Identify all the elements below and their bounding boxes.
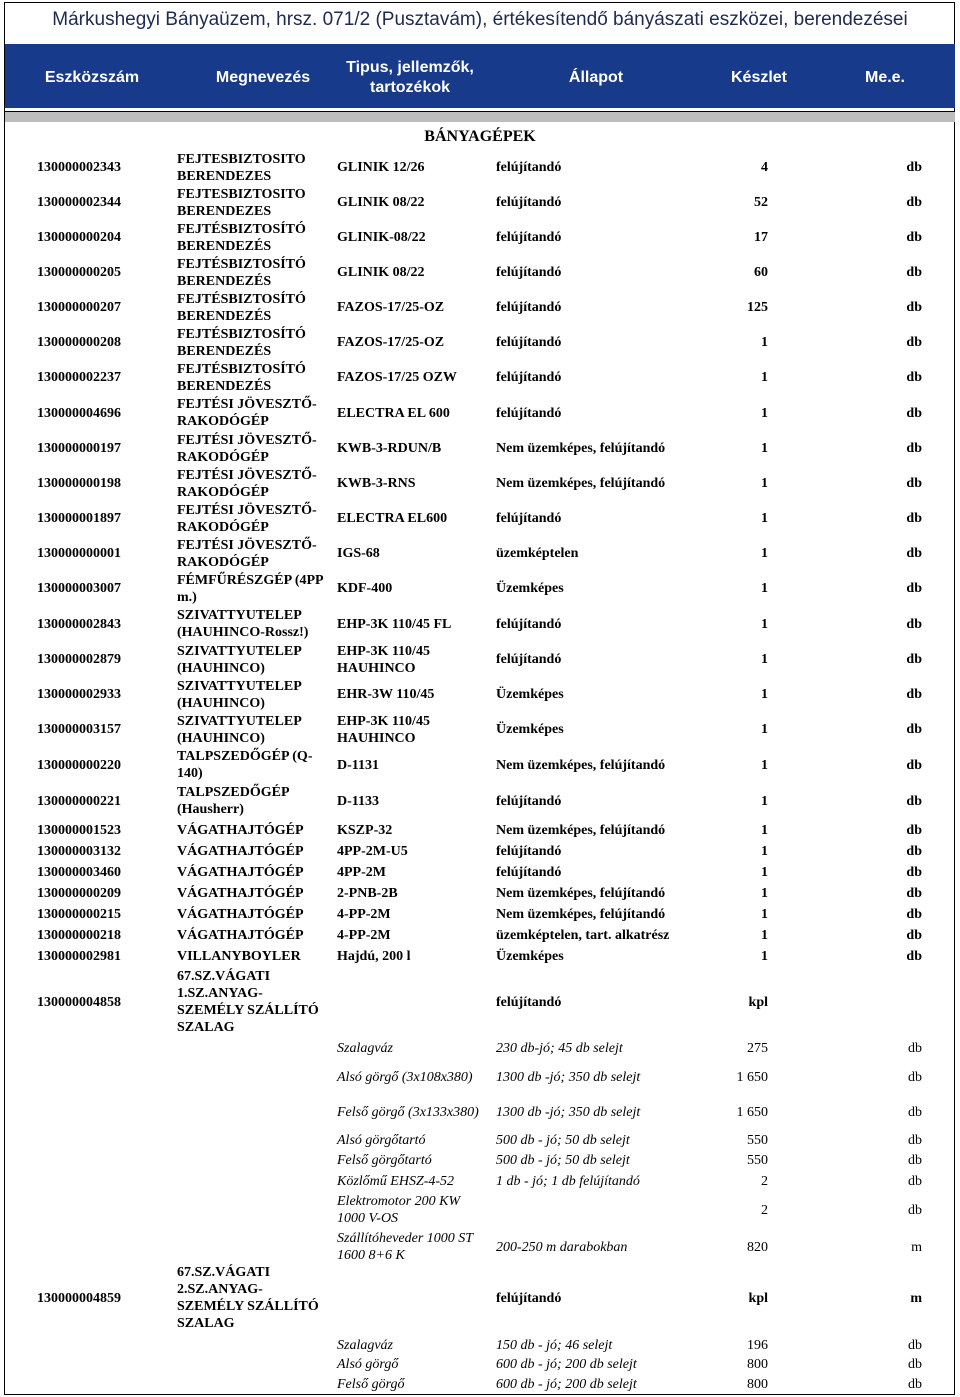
cell-type: ELECTRA EL 600	[337, 405, 450, 421]
cell-type: EHP-3K 110/45 HAUHINCO	[337, 713, 430, 746]
cell-type: Felső görgőtartó	[337, 1153, 432, 1168]
cell-unit: db	[906, 581, 922, 596]
cell-name: VÁGATHAJTÓGÉP	[177, 823, 304, 838]
cell-qty: 275	[747, 1040, 768, 1056]
cell-state: üzemképtelen, tart. alkatrész	[496, 928, 670, 943]
cell-name	[177, 1171, 337, 1191]
table-row	[0, 783, 960, 819]
cell-type: 4PP-2M	[337, 865, 386, 880]
cell-qty: 1	[761, 405, 768, 421]
cell-name: VÁGATHAJTÓGÉP	[177, 907, 304, 922]
cell-qty: 1	[761, 652, 768, 667]
table-row	[0, 1095, 960, 1130]
cell-qty: 1	[761, 722, 768, 737]
cell-type: 2-PNB-2B	[337, 886, 398, 901]
cell-qty: 1	[761, 928, 768, 943]
table-row	[0, 712, 960, 747]
cell-code: 130000003460	[37, 865, 121, 880]
cell-code: 130000002343	[37, 160, 121, 175]
cell-name: FEJTESBIZTOSITO BERENDEZES	[177, 186, 306, 219]
table-row	[0, 820, 960, 841]
cell-type	[337, 967, 493, 1037]
cell-unit: db	[908, 1040, 922, 1056]
cell-qty: 1	[761, 865, 768, 880]
cell-unit: db	[906, 441, 922, 456]
cell-qty: 800	[747, 1376, 768, 1392]
cell-unit	[862, 967, 922, 1037]
cell-qty: 820	[747, 1239, 768, 1255]
table-row	[0, 536, 960, 571]
table-row	[0, 1374, 960, 1394]
cell-type: Alsó görgő	[337, 1356, 399, 1372]
table-row	[0, 925, 960, 946]
cell-qty: 800	[747, 1356, 768, 1372]
cell-unit: db	[906, 370, 922, 385]
cell-code	[37, 1150, 162, 1171]
cell-code: 130000000221	[37, 793, 121, 809]
cell-type: GLINIK 12/26	[337, 160, 425, 175]
cell-unit: db	[908, 1173, 922, 1189]
cell-type: ELECTRA EL600	[337, 511, 448, 526]
cell-state: felújítandó	[496, 265, 562, 280]
cell-name: VÁGATHAJTÓGÉP	[177, 865, 304, 880]
table-row	[0, 431, 960, 466]
cell-name	[177, 1150, 337, 1171]
cell-unit: db	[906, 757, 922, 773]
cell-unit: db	[908, 1070, 922, 1085]
cell-code: 130000000218	[37, 928, 121, 943]
cell-unit: db	[906, 195, 922, 210]
cell-code: 130000000209	[37, 886, 121, 901]
cell-name: FEJTÉSBIZTOSÍTÓ BERENDEZÉS	[177, 256, 306, 289]
cell-state: Nem üzemképes, felújítandó	[496, 476, 666, 491]
table-row	[0, 1130, 960, 1150]
cell-code: 130000000198	[37, 476, 121, 491]
cell-qty: 550	[747, 1153, 768, 1168]
cell-code: 130000000205	[37, 265, 121, 280]
cell-qty: 2	[761, 1202, 768, 1218]
cell-unit: db	[906, 928, 922, 943]
table-row	[0, 747, 960, 783]
table-row	[0, 1037, 960, 1059]
cell-type: EHR-3W 110/45	[337, 687, 435, 702]
cell-type: IGS-68	[337, 546, 380, 561]
cell-qty: kpl	[748, 994, 768, 1010]
cell-unit: db	[906, 823, 922, 838]
table-row	[0, 1262, 960, 1334]
table-row	[0, 150, 960, 185]
cell-unit: db	[906, 844, 922, 859]
cell-qty: 1	[761, 907, 768, 922]
cell-qty: 60	[754, 265, 768, 280]
cell-unit: db	[906, 511, 922, 526]
cell-unit: db	[906, 265, 922, 280]
cell-state: felújítandó	[496, 405, 562, 421]
cell-type: Felső görgő (3x133x380)	[337, 1105, 479, 1120]
cell-name: 67.SZ.VÁGATI 1.SZ.ANYAG- SZEMÉLY SZÁLLÍTÓ SZALAG	[177, 969, 319, 1035]
cell-qty: 550	[747, 1132, 768, 1148]
cell-state: felújítandó	[496, 335, 562, 350]
cell-unit: db	[908, 1153, 922, 1168]
cell-state: 1300 db -jó; 350 db selejt	[496, 1105, 641, 1120]
cell-unit: db	[908, 1356, 922, 1372]
table-row	[0, 642, 960, 677]
cell-type	[337, 1262, 493, 1334]
cell-name	[177, 1353, 337, 1375]
cell-qty: 2	[761, 1173, 768, 1189]
cell-name: TALPSZEDŐGÉP (Hausherr)	[177, 785, 290, 817]
section-title: BÁNYAGÉPEK	[424, 128, 536, 145]
cell-code: 130000002237	[37, 370, 121, 385]
table-row	[0, 1229, 960, 1265]
cell-code: 130000000220	[37, 757, 121, 773]
header-state: Állapot	[568, 69, 624, 86]
cell-unit: db	[906, 405, 922, 421]
cell-type: Elektromotor 200 KW 1000 V-OS	[337, 1194, 461, 1226]
cell-state: 230 db-jó; 45 db selejt	[496, 1040, 623, 1056]
cell-name: VÁGATHAJTÓGÉP	[177, 928, 304, 943]
cell-code	[37, 1374, 162, 1394]
cell-unit: db	[906, 652, 922, 667]
cell-code: 130000003157	[37, 722, 121, 737]
cell-type: EHP-3K 110/45 FL	[337, 616, 452, 632]
table-row	[0, 1150, 960, 1171]
table-row	[0, 255, 960, 290]
cell-name	[177, 1095, 337, 1130]
cell-state: Üzemképes	[496, 687, 564, 702]
cell-type: KSZP-32	[337, 823, 393, 838]
cell-code	[37, 1353, 162, 1375]
cell-state: felújítandó	[496, 230, 562, 245]
table-row	[0, 1353, 960, 1375]
cell-type: Szállítóheveder 1000 ST 1600 8+6 K	[337, 1231, 474, 1263]
cell-type: 4PP-2M-U5	[337, 844, 408, 859]
cell-state: Nem üzemképes, felújítandó	[496, 886, 666, 901]
cell-name	[177, 1037, 337, 1059]
cell-code	[37, 1191, 162, 1229]
cell-type: EHP-3K 110/45 HAUHINCO	[337, 643, 430, 676]
table-row	[0, 395, 960, 431]
table-row	[0, 677, 960, 712]
cell-name: VILLANYBOYLER	[177, 949, 301, 964]
cell-state: felújítandó	[496, 652, 562, 667]
cell-state: felújítandó	[496, 865, 562, 880]
cell-code	[37, 1060, 162, 1095]
cell-qty: 1	[761, 616, 768, 632]
cell-unit: m	[910, 1290, 922, 1306]
cell-state: üzemképtelen	[496, 546, 579, 561]
table-row	[0, 325, 960, 360]
cell-qty: 1	[761, 441, 768, 456]
cell-name: FEJTÉSBIZTOSÍTÓ BERENDEZÉS	[177, 326, 306, 359]
table-row	[0, 883, 960, 904]
cell-state: 500 db - jó; 50 db selejt	[496, 1153, 630, 1168]
table-row	[0, 1171, 960, 1191]
cell-unit: db	[906, 793, 922, 809]
cell-name: FEJTÉSI JÖVESZTŐ- RAKODÓGÉP	[177, 537, 317, 570]
cell-name: FEJTÉSI JÖVESZTŐ- RAKODÓGÉP	[177, 502, 317, 535]
cell-code: 130000000215	[37, 907, 121, 922]
cell-code: 130000002879	[37, 652, 121, 667]
cell-unit: db	[906, 546, 922, 561]
cell-code: 130000000207	[37, 300, 121, 315]
cell-state: 150 db - jó; 46 selejt	[496, 1337, 613, 1353]
cell-name: FEJTÉSBIZTOSÍTÓ BERENDEZÉS	[177, 361, 306, 394]
cell-qty: 1	[761, 823, 768, 838]
cell-type: Szalagváz	[337, 1337, 393, 1353]
cell-qty: 1	[761, 546, 768, 561]
cell-unit: db	[906, 722, 922, 737]
cell-type: Szalagváz	[337, 1040, 393, 1056]
cell-unit: db	[906, 907, 922, 922]
cell-unit: db	[906, 687, 922, 702]
cell-code: 130000000197	[37, 441, 121, 456]
cell-type: Alsó görgő (3x108x380)	[337, 1070, 473, 1085]
cell-name: FÉMFŰRÉSZGÉP (4PP m.)	[177, 572, 324, 605]
cell-qty: 1	[761, 793, 768, 809]
cell-code: 130000000208	[37, 335, 121, 350]
cell-unit: db	[906, 335, 922, 350]
cell-qty: 1	[761, 687, 768, 702]
cell-unit: db	[906, 230, 922, 245]
cell-state: felújítandó	[496, 793, 562, 809]
cell-code: 130000001897	[37, 511, 121, 526]
cell-code	[37, 1171, 162, 1191]
cell-code	[37, 1229, 162, 1265]
cell-state: felújítandó	[496, 300, 562, 315]
header-code: Eszközszám	[44, 69, 140, 86]
cell-unit: db	[906, 300, 922, 315]
header-unit: Me.e.	[864, 69, 905, 86]
header-name: Megnevezés	[215, 69, 311, 86]
cell-code	[37, 1037, 162, 1059]
cell-name: TALPSZEDŐGÉP (Q- 140)	[177, 749, 313, 781]
cell-state: Üzemképes	[496, 949, 564, 964]
cell-qty: kpl	[748, 1290, 768, 1306]
cell-type: FAZOS-17/25 OZW	[337, 370, 457, 385]
cell-name: SZIVATTYUTELEP (HAUHINCO)	[177, 643, 302, 676]
cell-name: SZIVATTYUTELEP (HAUHINCO-Rossz!)	[177, 608, 309, 640]
cell-code: 130000002981	[37, 949, 121, 964]
cell-qty: 1	[761, 949, 768, 964]
cell-state: felújítandó	[496, 511, 562, 526]
cell-unit: db	[906, 476, 922, 491]
cell-type: GLINIK 08/22	[337, 195, 425, 210]
cell-qty: 196	[747, 1337, 768, 1353]
cell-state: Üzemképes	[496, 722, 564, 737]
header-qty: Készlet	[730, 69, 788, 86]
cell-type: KWB-3-RDUN/B	[337, 441, 442, 456]
cell-state: 600 db - jó; 200 db selejt	[496, 1356, 637, 1372]
table-row	[0, 290, 960, 325]
table-row	[0, 606, 960, 642]
cell-qty: 1	[761, 476, 768, 491]
cell-code	[37, 1130, 162, 1150]
cell-name: VÁGATHAJTÓGÉP	[177, 886, 304, 901]
table-row	[0, 841, 960, 862]
cell-qty: 1	[761, 511, 768, 526]
cell-type: GLINIK 08/22	[337, 265, 425, 280]
cell-unit: db	[908, 1105, 922, 1120]
cell-code: 130000004858	[37, 994, 121, 1010]
cell-code: 130000003132	[37, 844, 121, 859]
cell-state: Üzemképes	[496, 581, 564, 596]
cell-code: 130000000001	[37, 546, 121, 561]
cell-unit: db	[906, 160, 922, 175]
cell-name: 67.SZ.VÁGATI 2.SZ.ANYAG- SZEMÉLY SZÁLLÍTÓ SZALAG	[177, 1265, 319, 1331]
cell-state: felújítandó	[496, 994, 562, 1010]
table-row	[0, 862, 960, 883]
cell-name: FEJTÉSI JÖVESZTŐ- RAKODÓGÉP	[177, 432, 317, 465]
cell-qty: 1	[761, 886, 768, 901]
cell-qty: 1	[761, 370, 768, 385]
cell-type: Közlőmű EHSZ-4-52	[337, 1173, 455, 1189]
cell-unit: db	[908, 1202, 922, 1218]
cell-qty: 1	[761, 335, 768, 350]
cell-qty: 1 650	[736, 1070, 768, 1085]
cell-name: FEJTESBIZTOSITO BERENDEZES	[177, 151, 306, 184]
table-row	[0, 466, 960, 501]
cell-code: 130000003007	[37, 581, 121, 596]
cell-code: 130000002933	[37, 687, 121, 702]
cell-state: 1300 db -jó; 350 db selejt	[496, 1070, 641, 1085]
cell-type: D-1133	[337, 793, 379, 809]
cell-unit: db	[906, 616, 922, 632]
cell-type: KDF-400	[337, 581, 393, 596]
cell-state: felújítandó	[496, 616, 562, 632]
cell-type: FAZOS-17/25-OZ	[337, 300, 445, 315]
cell-code: 130000004696	[37, 405, 121, 421]
cell-state: 600 db - jó; 200 db selejt	[496, 1376, 637, 1392]
cell-type: GLINIK-08/22	[337, 230, 426, 245]
cell-code: 130000000204	[37, 230, 121, 245]
cell-unit: db	[906, 865, 922, 880]
header-type: Tipus, jellemzők, tartozékok	[346, 59, 474, 96]
cell-type: Alsó görgőtartó	[337, 1132, 426, 1148]
cell-name	[177, 1060, 337, 1095]
cell-state: felújítandó	[496, 160, 562, 175]
table-row	[0, 571, 960, 606]
cell-type: 4-PP-2M	[337, 907, 391, 922]
cell-type: 4-PP-2M	[337, 928, 391, 943]
cell-type: D-1131	[337, 757, 379, 773]
cell-state: felújítandó	[496, 370, 562, 385]
cell-state: 1 db - jó; 1 db felújítandó	[496, 1173, 640, 1189]
cell-unit: db	[906, 949, 922, 964]
cell-code: 130000001523	[37, 823, 121, 838]
cell-type: KWB-3-RNS	[337, 476, 416, 491]
cell-type: FAZOS-17/25-OZ	[337, 335, 445, 350]
cell-name: SZIVATTYUTELEP (HAUHINCO)	[177, 713, 302, 746]
table-row	[0, 360, 960, 395]
cell-state: 500 db - jó; 50 db selejt	[496, 1132, 630, 1148]
cell-state: felújítandó	[496, 1290, 562, 1306]
cell-qty: 4	[761, 160, 768, 175]
cell-unit: db	[908, 1132, 922, 1148]
cell-type: Felső görgő	[337, 1376, 405, 1392]
cell-name: FEJTÉSBIZTOSÍTÓ BERENDEZÉS	[177, 221, 306, 254]
cell-qty: 17	[754, 230, 768, 245]
cell-name: FEJTÉSI JÖVESZTŐ- RAKODÓGÉP	[177, 467, 317, 500]
table-row	[0, 1191, 960, 1229]
divider	[5, 111, 955, 122]
cell-unit: db	[908, 1376, 922, 1392]
cell-state: Nem üzemképes, felújítandó	[496, 757, 666, 773]
cell-code: 130000004859	[37, 1290, 121, 1306]
cell-name	[177, 1229, 337, 1265]
page-title: Márkushegyi Bányaüzem, hrsz. 071/2 (Pusztavám), értékesítendő bányászati eszközei, berendezései	[52, 9, 908, 30]
cell-state: felújítandó	[496, 844, 562, 859]
cell-state: Nem üzemképes, felújítandó	[496, 823, 666, 838]
cell-type: Hajdú, 200 l	[337, 949, 411, 964]
cell-qty: 1	[761, 844, 768, 859]
cell-state: 200-250 m darabokban	[496, 1239, 628, 1255]
cell-qty: 1	[761, 581, 768, 596]
cell-state: Nem üzemképes, felújítandó	[496, 441, 666, 456]
cell-name: VÁGATHAJTÓGÉP	[177, 844, 304, 859]
cell-unit: db	[908, 1337, 922, 1353]
table-row	[0, 1060, 960, 1095]
cell-state: Nem üzemképes, felújítandó	[496, 907, 666, 922]
cell-name: SZIVATTYUTELEP (HAUHINCO)	[177, 678, 302, 711]
cell-qty: 1 650	[736, 1105, 768, 1120]
cell-name: FEJTÉSI JÖVESZTŐ- RAKODÓGÉP	[177, 397, 317, 429]
table-row	[0, 220, 960, 255]
cell-qty: 125	[747, 300, 768, 315]
cell-code	[37, 1095, 162, 1130]
cell-state: felújítandó	[496, 195, 562, 210]
cell-name	[177, 1191, 337, 1229]
cell-qty: 52	[754, 195, 768, 210]
table-row	[0, 185, 960, 220]
cell-qty: 1	[761, 757, 768, 773]
cell-state	[496, 1191, 716, 1229]
cell-code: 130000002344	[37, 195, 121, 210]
table-row	[0, 904, 960, 925]
cell-unit: m	[911, 1239, 922, 1255]
cell-unit: db	[906, 886, 922, 901]
table-row	[0, 501, 960, 536]
cell-code: 130000002843	[37, 616, 121, 632]
cell-name	[177, 1130, 337, 1150]
table-row	[0, 967, 960, 1037]
table-row	[0, 946, 960, 967]
cell-name	[177, 1374, 337, 1394]
cell-name: FEJTÉSBIZTOSÍTÓ BERENDEZÉS	[177, 291, 306, 324]
